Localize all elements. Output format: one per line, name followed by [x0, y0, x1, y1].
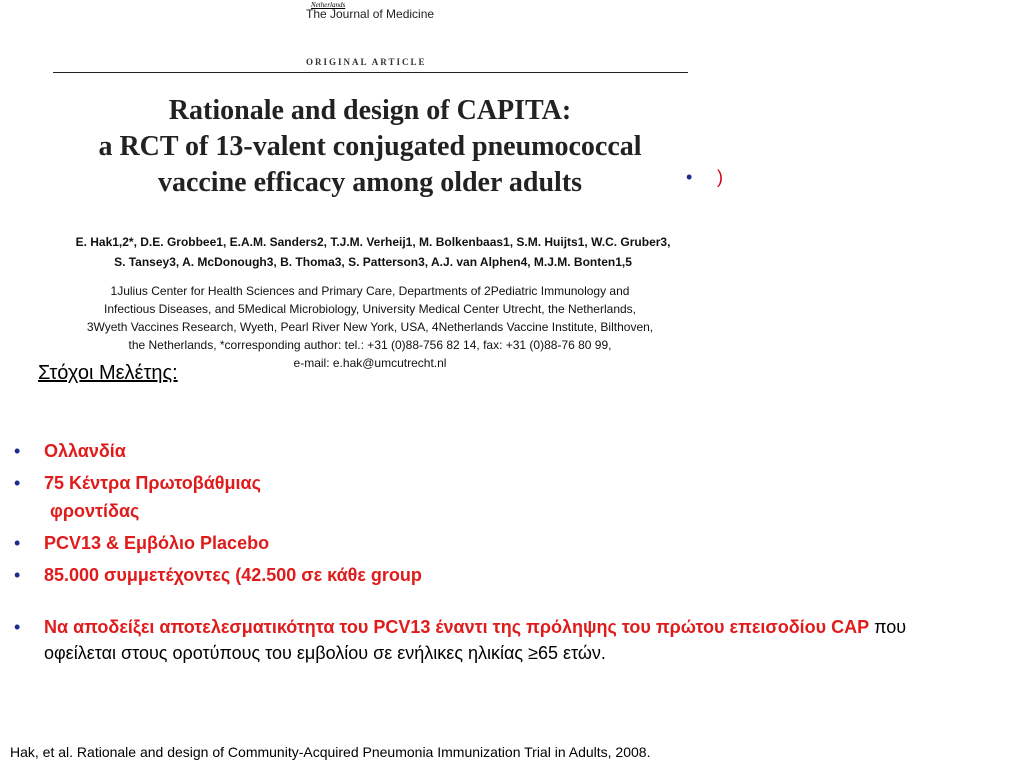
- bullet-marker: •: [14, 565, 21, 585]
- article-title-line: a RCT of 13-valent conjugated pneumococcal: [98, 131, 642, 162]
- bullet-spacer: [14, 594, 934, 614]
- aims-heading: Στόχοι Μελέτης:: [38, 362, 178, 384]
- article-affiliations: [40, 282, 700, 372]
- affiliation-line: 3Wyeth Vaccines Research, Wyeth, Pearl River New York, USA, 4Netherlands Vaccine Institute, Bilthoven,: [86, 320, 654, 334]
- bullet-list: [14, 438, 934, 672]
- bullet-marker: •: [14, 533, 21, 553]
- bullet-text: 75 Κέντρα Πρωτοβάθμιας: [44, 473, 261, 493]
- bullet-item: [14, 530, 934, 556]
- journal-country: Netherlands: [311, 1, 346, 9]
- stray-parenthesis: ): [717, 167, 723, 187]
- affiliation-line: the Netherlands, *corresponding author: tel.: +31 (0)88-756 82 14, fax: +31 (0)88-76 80 99,: [128, 338, 612, 352]
- article-title: [60, 93, 680, 201]
- objective-black-text: που οφείλεται στους οροτύπους του εμβολίου σε ενήλικες ηλικίας ≥65 ετών.: [44, 617, 907, 663]
- bullet-marker: •: [14, 617, 21, 637]
- journal-name: The Journal of Medicine: [306, 7, 435, 21]
- article-title-line: Rationale and design of CAPITA:: [168, 95, 572, 126]
- section-label: ORIGINAL ARTICLE: [306, 57, 427, 67]
- bullet-item-objective: [14, 614, 934, 666]
- bullet-item: [14, 438, 934, 464]
- bullet-text: 85.000 συμμετέχοντες (42.500 σε κάθε group: [44, 565, 422, 585]
- article-authors: [48, 232, 698, 272]
- header-divider: [53, 72, 688, 73]
- bullet-continuation: φροντίδας: [50, 501, 140, 521]
- bullet-item: [14, 562, 934, 588]
- affiliation-line: 1Julius Center for Health Sciences and Primary Care, Departments of 2Pediatric Immunology and: [110, 284, 630, 298]
- authors-line: S. Tansey3, A. McDonough3, B. Thoma3, S. Patterson3, A.J. van Alphen4, M.J.M. Bonten1,5: [114, 255, 632, 269]
- affiliation-line: e-mail: e.hak@umcutrecht.nl: [293, 356, 447, 370]
- affiliation-line: Infectious Diseases, and 5Medical Microbiology, University Medical Center Utrecht, the Netherlands,: [103, 302, 636, 316]
- bullet-item: [14, 470, 934, 496]
- authors-line: E. Hak1,2*, D.E. Grobbee1, E.A.M. Sanders2, T.J.M. Verheij1, M. Bolkenbaas1, S.M. Huijts1, W.C. Gruber3,: [75, 235, 671, 249]
- stray-bullet: •: [686, 167, 693, 187]
- citation: Hak, et al. Rationale and design of Community-Acquired Pneumonia Immunization Trial in Adults, 2008.: [10, 744, 651, 760]
- article-title-line: vaccine efficacy among older adults: [157, 167, 583, 198]
- objective-red-text: Να αποδείξει αποτελεσματικότητα του PCV13 έναντι της πρόληψης του πρώτου επεισοδίου CAP: [44, 617, 870, 637]
- bullet-text: Ολλανδία: [44, 441, 126, 461]
- bullet-text: PCV13 & Εμβόλιο Placebo: [44, 533, 270, 553]
- bullet-marker: •: [14, 441, 21, 461]
- bullet-marker: •: [14, 473, 21, 493]
